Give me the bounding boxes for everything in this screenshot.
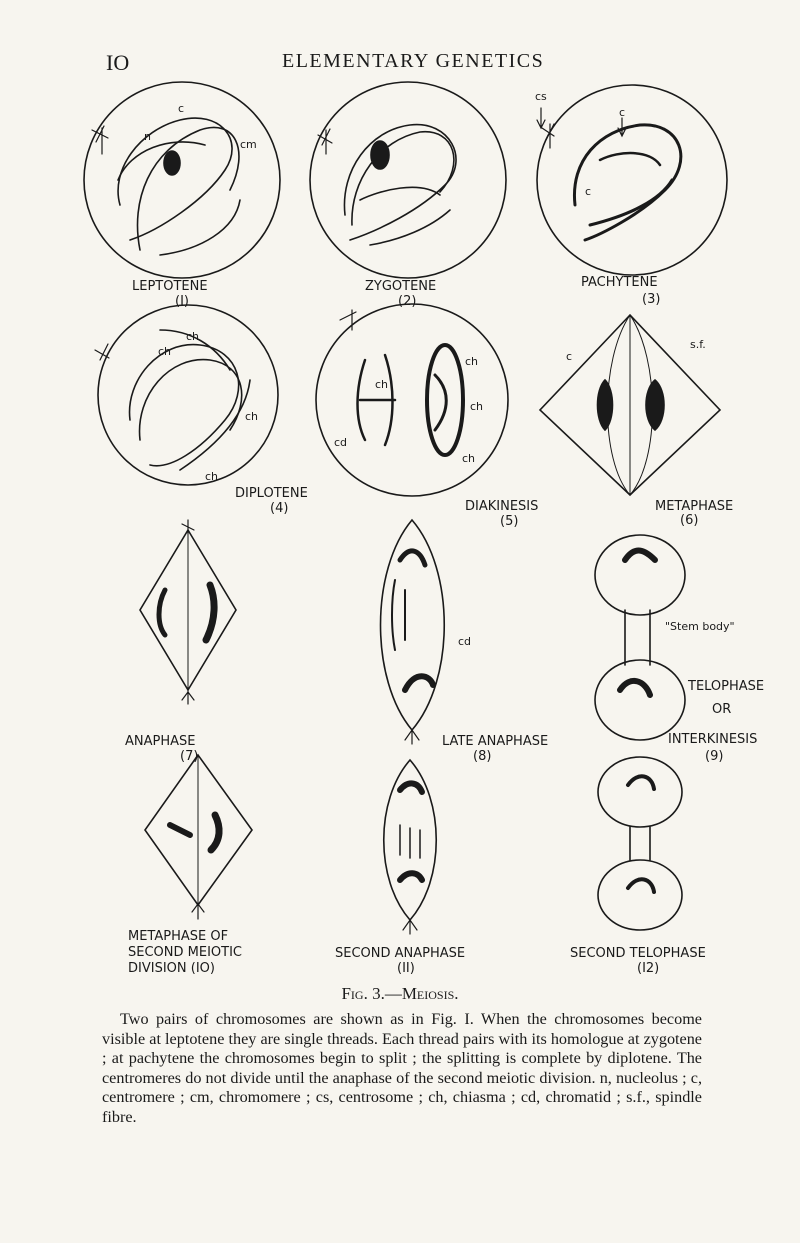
label-n: n (144, 130, 151, 143)
anaphase-number: (7) (180, 749, 199, 764)
label-cs: cs (535, 90, 547, 103)
telophase-line3: INTERKINESIS (668, 732, 758, 747)
label-c-3: c (585, 185, 592, 198)
anaphase-spindle (140, 520, 236, 704)
label-ch-1: ch (186, 330, 200, 343)
diplotene-name: DIPLOTENE (235, 486, 308, 501)
metaphase-number: (6) (680, 513, 699, 528)
metaphase2-line2: SECOND MEIOTIC (128, 945, 242, 960)
metaphase2-line3: DIVISION (IO) (128, 961, 215, 976)
label-c-1: c (178, 102, 185, 115)
body-text: Two pairs of chromosomes are shown as in Fig. I. When the chromosomes become visible at leptotene they are single threads. Each thread pairs with its homologue at zygotene ; at pachytene the chromosomes begin to split ; the splitting is complete by diplotene. The centromeres do not divide until the anaphase of the second meiotic division. n, nucleolus ; c, centromere ; cm, chromomere ; cs, centrosome ; ch, chiasma ; cd, chromatid ; s.f., spindle fibre. (102, 1010, 702, 1126)
pachytene-name: PACHYTENE (581, 275, 658, 290)
diplotene-number: (4) (270, 501, 289, 516)
zygotene-cell (310, 82, 506, 278)
second-telophase-cells (598, 757, 682, 930)
label-ch-8: ch (462, 452, 476, 465)
second-anaphase-name: SECOND ANAPHASE (335, 946, 466, 961)
telophase-cells (595, 535, 685, 740)
label-cd-2: cd (458, 635, 472, 648)
anaphase-name: ANAPHASE (125, 734, 196, 749)
label-sf: s.f. (690, 338, 706, 351)
label-c-2: c (619, 106, 626, 119)
pachytene-number: (3) (642, 292, 661, 307)
leptotene-name: LEPTOTENE (132, 279, 208, 294)
label-ch-6: ch (465, 355, 479, 368)
metaphase-name: METAPHASE (655, 499, 734, 514)
zygotene-number: (2) (398, 294, 417, 309)
label-cm: cm (240, 138, 257, 151)
metaphase2-spindle (145, 755, 252, 919)
label-c-4: c (566, 350, 573, 363)
body-paragraph (102, 1010, 702, 1127)
stem-body-label: "Stem body" (665, 620, 735, 633)
diakinesis-number: (5) (500, 514, 519, 529)
telophase-number: (9) (705, 749, 724, 764)
second-telophase-number: (I2) (637, 961, 660, 976)
running-head: ELEMENTARY GENETICS (282, 50, 545, 72)
label-cd-1: cd (334, 436, 348, 449)
second-anaphase-spindle (384, 760, 437, 934)
zygotene-name: ZYGOTENE (365, 279, 437, 294)
label-ch-7: ch (470, 400, 484, 413)
diakinesis-name: DIAKINESIS (465, 499, 539, 514)
second-anaphase-number: (II) (397, 961, 415, 976)
metaphase2-line1: METAPHASE OF (128, 929, 229, 944)
late-anaphase-name: LATE ANAPHASE (442, 734, 549, 749)
label-ch-3: ch (245, 410, 259, 423)
late-anaphase-spindle (381, 520, 445, 744)
page-number: IO (106, 50, 130, 75)
label-ch-5: ch (375, 378, 389, 391)
second-telophase-name: SECOND TELOPHASE (570, 946, 706, 961)
late-anaphase-number: (8) (473, 749, 492, 764)
figure-caption: Fig. 3.—Meiosis. (341, 984, 459, 1003)
label-ch-4: ch (205, 470, 219, 483)
telophase-line2: OR (712, 702, 732, 717)
telophase-line1: TELOPHASE (688, 679, 765, 694)
leptotene-number: (I) (175, 294, 189, 309)
pachytene-cell (537, 85, 727, 275)
label-ch-2: ch (158, 345, 172, 358)
